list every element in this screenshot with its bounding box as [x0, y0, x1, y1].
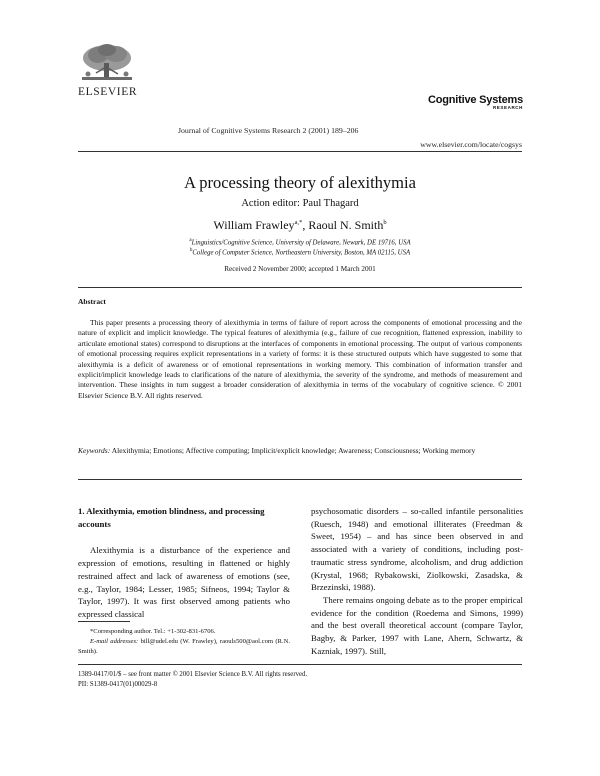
email-text: bill@udel.edu (W. Frawley), raouls500@aol.com (R.N. Smith).: [78, 638, 291, 655]
abstract-text: This paper presents a processing theory of alexithymia in terms of failure of report across the components of emotional processing and the nature of explicit and implicit knowledge. The typical features of alexithymia (e.g., failure of cue recognition, flattened expression, inability to articulate emotional states) correspond to disruptions at the interfaces of components in emotional processing. The output of various components of emotional processing requires explicit representations in a variety of forms: it is these structured outputs which have suggested to some that alexithymia is a deficit of awareness or of emotional representations in working memory. This combination of information transfer and explicit/implicit knowledge leads to clarifications of the nature of alexithymia, the severity of the syndrome, and methods of measurement and intervention. These insights in turn suggest a broader consideration of alexithymia in terms of the vocabulary of cognitive science. © 2001 Elsevier Science B.V. All rights reserved.: [78, 318, 522, 400]
received-dates: Received 2 November 2000; accepted 1 March 2001: [224, 265, 376, 273]
keywords: [78, 446, 522, 456]
affiliation-text: Linguistics/Cognitive Science, University of Delaware, Newark, DE 19716, USA: [191, 239, 411, 247]
publisher-name: ELSEVIER: [78, 86, 138, 98]
author-separator: ,: [302, 218, 309, 232]
abstract-top-rule: [78, 287, 522, 288]
affiliation-a: [0, 238, 600, 246]
abstract-heading: Abstract: [78, 297, 106, 306]
journal-logo-subtitle: RESEARCH: [492, 105, 523, 110]
tree-logo-icon: [78, 43, 136, 83]
email-note: [78, 637, 290, 656]
journal-url[interactable]: www.elsevier.com/locate/cogsys: [420, 140, 522, 149]
footer-rule: [78, 664, 522, 665]
keywords-label: Keywords:: [78, 446, 111, 455]
affiliation-b: [0, 248, 600, 256]
author-marks: a,*: [294, 219, 303, 226]
elsevier-logo: [78, 43, 136, 98]
pii-line: PII: S1389-0417(01)00029-8: [78, 681, 158, 688]
body-paragraph: psychosomatic disorders – so-called infantile personalities (Ruesch, 1948) and emotional illiterates (Freedman & Sweet, 1954) – and has since been observed in and associated with a variety of conditions, including post-traumatic stress syndrome, alcoholism, and drug addiction (Krystal, 1968; Rybakowski, Ziolkowski, Zasadska, & Brzezinski, 1988).: [311, 506, 523, 593]
affiliation-mark: b: [189, 248, 193, 253]
journal-logo: [428, 94, 523, 110]
body-paragraph: There remains ongoing debate as to the proper empirical evidence for the condition (Roedema and Simons, 1999) and the best overall theoretical account (compare Taylor, Bagby, & Parker, 1997 with Lane, Ahern, Schwartz, & Kazniak, 1997). Still,: [311, 594, 523, 656]
corresponding-author-note: *Corresponding author. Tel.: +1-302-831-6706.: [90, 628, 216, 635]
affiliation-text: College of Computer Science, Northeastern University, Boston, MA 02115, USA: [192, 249, 411, 257]
author-name: Raoul N. Smith: [308, 218, 384, 232]
journal-citation: Journal of Cognitive Systems Research 2 (2001) 189–206: [178, 126, 359, 135]
article-title: A processing theory of alexithymia: [184, 173, 416, 192]
keywords-bottom-rule: [78, 479, 522, 480]
body-paragraph: Alexithymia is a disturbance of the experience and expression of emotions, resulting in flattened or highly restrained affect and lack of awareness of emotions (see, e.g., Taylor, 1984; Lesser, 1985; Sifneos, 1994; Taylor & Taylor, 1997). It was first observed among patients who expressed classical: [78, 545, 290, 619]
right-column: [311, 505, 523, 657]
journal-logo-title: Cognitive Systems: [427, 94, 523, 106]
action-editor: Action editor: Paul Thagard: [241, 198, 359, 209]
author-name: William Frawley: [213, 218, 295, 232]
issn-line: 1389-0417/01/$ – see front matter © 2001 Elsevier Science B.V. All rights reserved.: [78, 671, 308, 678]
author-marks: b: [383, 219, 387, 226]
left-column: [78, 505, 290, 621]
footnote-rule: [78, 621, 130, 622]
author-line: [0, 218, 600, 233]
header-rule: [78, 151, 522, 152]
keywords-text: Alexithymia; Emotions; Affective computing; Implicit/explicit knowledge; Awareness; Consciousness; Working memory: [110, 446, 476, 455]
section-heading: 1. Alexithymia, emotion blindness, and processing accounts: [78, 506, 265, 529]
affiliation-mark: a: [189, 238, 192, 243]
email-label: E-mail addresses:: [90, 638, 139, 645]
